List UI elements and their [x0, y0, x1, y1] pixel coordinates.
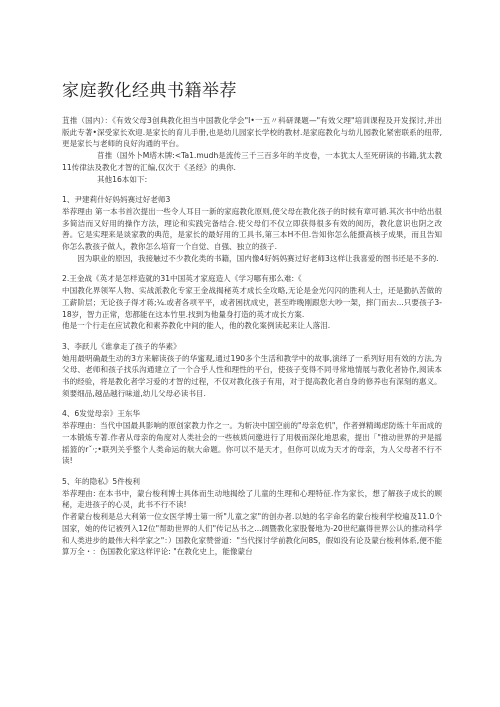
- section-3-paragraph-2: 须要细品,越品越行味道,幼儿父母必读书目.: [62, 388, 206, 398]
- section-heading-4: 4、6发觉母亲》王东华: [62, 409, 141, 419]
- document-title: 家庭教化经典书籍举荐: [62, 81, 237, 101]
- section-heading-2: 2.王金战《英才是怎样造就的31中国英才家庭造人《学习哪有那么难:《: [62, 274, 302, 284]
- intro-paragraph-3: 其他16本如下:: [96, 174, 148, 184]
- intro-paragraph-1: 苴推（国内）：《有效父母3创典教化担当中国教化学会"I•一五〃科研课题—"有效父理"培训课程及开发探讨,并出版此专著•深受家长欢迎.是家长的育儿手册,也是幼儿园家长学校的教材.是家庭教化与幼儿园教化紧密联系的纽带,更是家长与老师的良好沟通的平台。: [62, 116, 442, 149]
- section-5-paragraph-2: 作者蒙台梭利是总大利第一位女医学博士第一所"儿童之家"的创办者.以她的名字命名的蒙台梭利学校遍及11.0个国家，她的传记被列入12位"帮助世界的人们"传记丛书之...阔暨教化家股餐地为-20世纪赢得世界公认的推动科学和人类进步的最伟大科学家之"：）国教化家赞誉道："当代探讨学前教化问8S，假如没有论及蒙台梭利体系,便不能算万全・：伤国教化家这样评论: "在教化史上，能像蒙台: [62, 512, 442, 557]
- section-5-paragraph-1: 举荐理由: 在本书中，蒙台梭利博士具体而生动地揭绘了儿童的生理和心理特征.作为家长，想了解孩子成长的顾秘，走进孩子的心灵，此书不行不读!: [62, 488, 442, 510]
- section-2-paragraph-2: 他是一个行走在应试教化和素养教化中间的能人，他的教化案例读起来让人落泪.: [62, 321, 331, 331]
- section-4-paragraph-1: 举荐理由：当代中国最具影响的原创家教力作之一。为斩决中国空前的"母亲危机"，作者弹精竭虑防炼十年而成的一本锻炼专著.作者从母亲的角度对人类社会的一些核质问邀进行了用极而深化地思索，提出「"推动世界的尹是摇摇篮的rˇ·;•联列关乎整个人类命运的航大命题。你可以不是天才，但你可以成为天才的母亲，为人父母者不行不读!: [62, 421, 442, 466]
- section-heading-1: 1、尹建莉什好妈妈赛过好老师3: [62, 195, 171, 205]
- section-heading-5: 5、年的隐私》5件梭利: [62, 476, 141, 486]
- section-1-paragraph-2: 因为职业的原因，我接触过不少教化类的书籍，国内像4好妈妈赛过好老师3这样让我喜爱的图书还是不多的.: [77, 253, 439, 263]
- section-1-paragraph-1: 举荐理由 第一本书首次提出一些令人耳目一新的家庭教化原则,使父母在教化孩子的时候有章可循.其次书中给出很多简洁而又好用的操作方法，理论和实践完备结合.使父母们不仅立即获得很多有效的阅历，教化意识也阴之改善。它是实理来是谈家教的典范，是家长的最好用的工具书,第三本H不但.告知你怎么能摄高核子成果，而且告知你怎么教孩子做人，教你怎么培育一个自觉、自强、独立的孩子.: [62, 206, 442, 252]
- section-heading-3: 3、李跃儿《谁拿走了孩子的华素》: [62, 341, 181, 351]
- section-2-paragraph-1: 中国教化界领军人物、实战派教化专家王金战揭秘英才成长全攻略,无论是金光闪闪的胜利人士，还是勤扒苦做的工薪阶层；无论孩子得才蒋;¼.或者各项平平，或者困扰成史，甚至昨晚刚跟您大吵一架，摔门而去...只要孩子3-18岁，智力正常，您都能在这本竹里.找到为他量身打造的英才成长方案.: [62, 286, 442, 319]
- intro-paragraph-2: 苜推（国外卜M塔木牌:<Ta1.mudh是流传三千三百多年的羊皮卷，一本犹太人至死研读的书籍,犹太教11传律法及教化才智的汇编,仅次于《圣经》的典你.: [62, 151, 442, 172]
- section-3-paragraph-1: 她用最明确最生动的3方来解读孩子的华蜜观,通过190多个生活和教学中的故事,演绎了一系列好用有效的方法,为父母、老师和孩子找乐沟通建立了一个合乎人性和理性的平台，使孩子变得不同寻常地情展与教化者协作,阅读本书的经验，将是教化者学习爱的才智的过程，不仅对教化孩子有用，对于提高教化者自身的修养也有深刻的惠义。: [62, 353, 442, 387]
